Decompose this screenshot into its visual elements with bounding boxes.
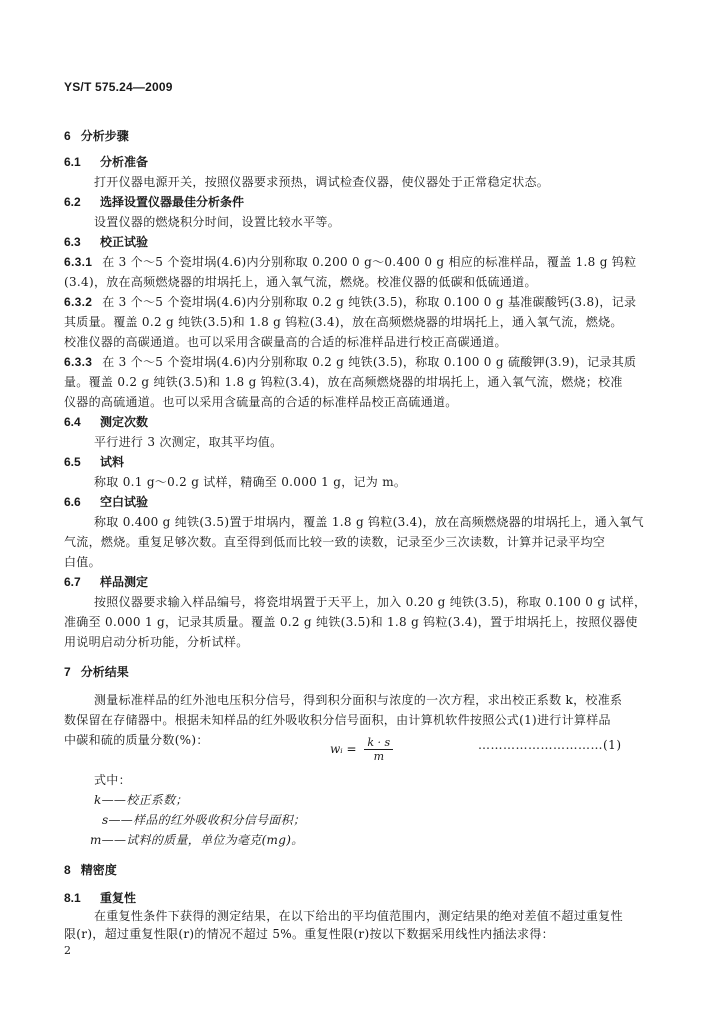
section-6-3-3-line-3: 仪器的高硫通道。也可以采用含硫量高的合适的标准样品校正高硫通道。 — [64, 395, 458, 409]
section-8-heading: 8 精密度 — [64, 863, 117, 877]
section-6-1-heading: 6.1 分析准备 — [64, 155, 149, 169]
section-7-line-1: 测量标准样品的红外池电压积分信号，得到积分面积与浓度的一次方程，求出校正系数 k，校准系 — [94, 693, 623, 707]
section-6-7-line-3: 用说明启动分析功能，分析试样。 — [64, 635, 249, 649]
formula-lhs: wᵢ = — [330, 742, 357, 756]
section-6-2-text: 设置仪器的燃烧积分时间，设置比较水平等。 — [94, 215, 341, 229]
where-intro: 式中： — [94, 773, 131, 787]
section-6-3-2-line-3: 校准仪器的高碳通道。也可以采用含碳量高的合适的标准样品进行校正高碳通道。 — [64, 335, 507, 349]
where-item-s: s——样品的红外吸收积分信号面积； — [102, 813, 306, 827]
where-item-m: m——试料的质量，单位为毫克(mg)。 — [90, 833, 304, 847]
section-6-6-heading: 6.6 空白试验 — [64, 495, 149, 509]
section-6-6-line-3: 白值。 — [64, 555, 101, 569]
section-7-line-3: 中碳和硫的质量分数(%)： — [64, 733, 209, 747]
section-6-7-heading: 6.7 样品测定 — [64, 575, 149, 589]
section-6-5-heading: 6.5 试料 — [64, 455, 125, 469]
formula-numerator: k · s — [364, 736, 393, 750]
section-7-line-2: 数保留在存储器中。根据未知样品的红外吸收积分信号面积，由计算机软件按照公式(1)进行计算样品 — [64, 713, 611, 727]
formula-denominator: m — [373, 750, 385, 763]
section-6-1-text: 打开仪器电源开关，按照仪器要求预热，调试检查仪器，使仪器处于正常稳定状态。 — [94, 175, 550, 189]
page-number: 2 — [64, 944, 71, 957]
section-6-3-3-line-1: 6.3.3 在 3 个～5 个瓷坩埚(4.6)内分别称取 0.2 g 纯铁(3.5)，称取 0.100 0 g 硫酸钾(3.9)，记录其质 — [64, 355, 637, 369]
formula-number: …………………………(1) — [478, 738, 622, 752]
section-8-1-heading: 8.1 重复性 — [64, 891, 137, 905]
section-6-7-line-2: 准确至 0.000 1 g，记录其质量。覆盖 0.2 g 纯铁(3.5)和 1.8 g 钨粒(3.4)，置于坩埚托上，按照仪器使 — [64, 615, 638, 629]
section-6-heading: 6 分析步骤 — [64, 129, 129, 143]
formula-fraction — [364, 736, 393, 763]
section-6-4-text: 平行进行 3 次测定，取其平均值。 — [94, 435, 283, 449]
section-6-3-2-line-1: 6.3.2 在 3 个～5 个瓷坩埚(4.6)内分别称取 0.2 g 纯铁(3.5)，称取 0.100 0 g 基准碳酸钙(3.8)，记录 — [64, 295, 637, 309]
section-6-4-heading: 6.4 测定次数 — [64, 415, 149, 429]
section-6-5-text: 称取 0.1 g～0.2 g 试样，精确至 0.000 1 g，记为 m。 — [94, 475, 407, 489]
section-7-heading: 7 分析结果 — [64, 665, 129, 679]
section-6-6-line-1: 称取 0.400 g 纯铁(3.5)置于坩埚内，覆盖 1.8 g 钨粒(3.4)，放在高频燃烧器的坩埚托上，通入氧气 — [94, 515, 644, 529]
where-item-k: k——校正系数； — [94, 793, 188, 807]
section-8-1-line-2: 限(r)，超过重复性限(r)的情况不超过 5%。重复性限(r)按以下数据采用线性内插法求得： — [64, 927, 554, 941]
section-6-2-heading: 6.2 选择设置仪器最佳分析条件 — [64, 195, 245, 209]
section-6-3-1-line-1: 6.3.1 在 3 个～5 个瓷坩埚(4.6)内分别称取 0.200 0 g～0.400 0 g 相应的标准样品，覆盖 1.8 g 钨粒 — [64, 255, 637, 269]
section-6-3-3-line-2: 量。覆盖 0.2 g 纯铁(3.5)和 1.8 g 钨粒(3.4)，放在高频燃烧器的坩埚托上，通入氧气流，燃烧；校准 — [64, 375, 623, 389]
formula-1 — [330, 736, 393, 763]
standard-number-header: YS/T 575.24—2009 — [64, 80, 173, 94]
section-6-7-line-1: 按照仪器要求输入样品编号，将瓷坩埚置于天平上，加入 0.20 g 纯铁(3.5)，称取 0.100 0 g 试样， — [94, 595, 647, 609]
section-8-1-line-1: 在重复性条件下获得的测定结果，在以下给出的平均值范围内，测定结果的绝对差值不超过重复性 — [94, 909, 623, 923]
section-6-6-line-2: 气流，燃烧。重复足够次数。直至得到低而比较一致的读数，记录至少三次读数，计算并记录平均空 — [64, 535, 606, 549]
section-6-3-heading: 6.3 校正试验 — [64, 235, 149, 249]
section-6-3-1-line-2: (3.4)，放在高频燃烧器的坩埚托上，通入氧气流，燃烧。校准仪器的低碳和低硫通道。 — [64, 275, 537, 289]
section-6-3-2-line-2: 其质量。覆盖 0.2 g 纯铁(3.5)和 1.8 g 钨粒(3.4)，放在高频燃烧器的坩埚托上，通入氧气流，燃烧。 — [64, 315, 623, 329]
